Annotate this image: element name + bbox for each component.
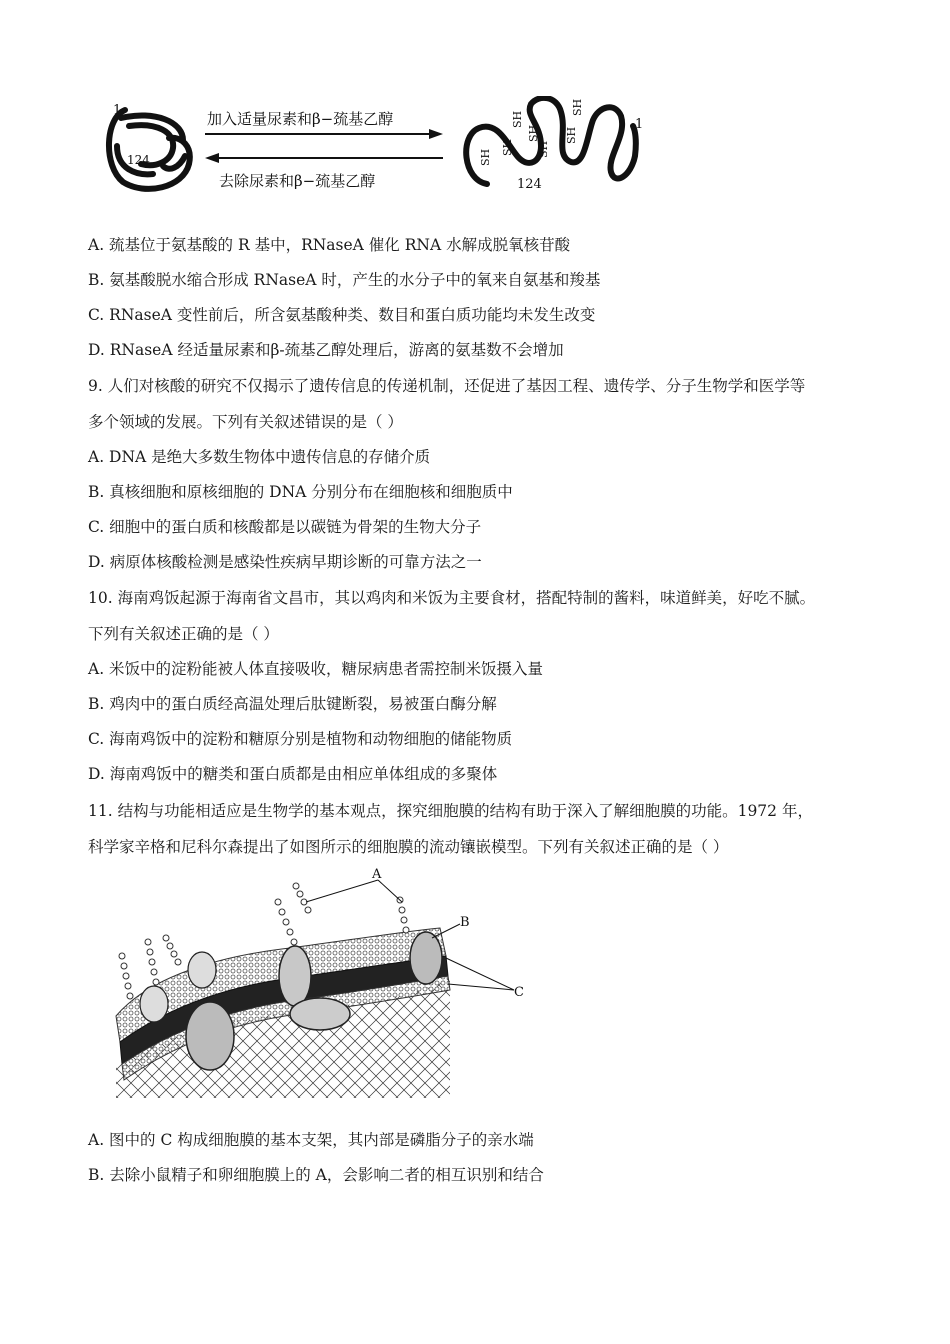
q8-option-a: A. 巯基位于氨基酸的 R 基中，RNaseA 催化 RNA 水解成脱氧核苷酸 xyxy=(88,236,571,254)
q10-stem-line1: 10. 海南鸡饭起源于海南省文昌市，其以鸡肉和米饭为主要食材，搭配特制的酱料，味道鲜美，好吃不腻。 xyxy=(88,589,816,607)
sh-group-label: SH xyxy=(527,124,540,142)
q11-option-a: A. 图中的 C 构成细胞膜的基本支架，其内部是磷脂分子的亲水端 xyxy=(88,1131,534,1149)
sh-group-label: SH xyxy=(565,126,578,144)
q11-stem-line2: 科学家辛格和尼科尔森提出了如图所示的细胞膜的流动镶嵌模型。下列有关叙述正确的是（ ） xyxy=(88,838,729,856)
sh-group-label: SH xyxy=(479,148,492,166)
unfolded-c-terminus-label: 124 xyxy=(517,177,542,192)
q10-option-b: B. 鸡肉中的蛋白质经高温处理后肽键断裂，易被蛋白酶分解 xyxy=(88,695,497,713)
forward-arrow-icon xyxy=(205,129,443,139)
forward-arrow-label: 加入适量尿素和β−巯基乙醇 xyxy=(207,110,394,128)
unfolded-n-terminus-label: 1 xyxy=(635,117,644,132)
label-a: A xyxy=(372,867,382,882)
membrane-protein xyxy=(279,946,311,1006)
membrane-protein xyxy=(410,932,442,984)
q9-option-d: D. 病原体核酸检测是感染性疾病早期诊断的可靠方法之一 xyxy=(88,553,482,571)
folded-n-terminus-label: 1 xyxy=(113,103,122,118)
q9-stem-line1: 9. 人们对核酸的研究不仅揭示了遗传信息的传递机制，还促进了基因工程、遗传学、分子生物学和医学等 xyxy=(88,377,806,395)
label-c: C xyxy=(514,985,524,1000)
folded-c-terminus-label: 124 xyxy=(127,153,150,167)
membrane-protein xyxy=(290,998,350,1030)
label-b: B xyxy=(460,915,470,930)
sh-group-label: SH xyxy=(501,138,514,156)
q8-option-b: B. 氨基酸脱水缩合形成 RNaseA 时，产生的水分子中的氧来自氨基和羧基 xyxy=(88,271,601,289)
q10-option-c: C. 海南鸡饭中的淀粉和糖原分别是植物和动物细胞的储能物质 xyxy=(88,730,513,748)
unfolded-protein-diagram xyxy=(466,98,636,184)
q9-option-b: B. 真核细胞和原核细胞的 DNA 分别分布在细胞核和细胞质中 xyxy=(88,483,513,501)
reverse-arrow-icon xyxy=(205,153,443,163)
q9-stem-line2: 多个领域的发展。下列有关叙述错误的是（ ） xyxy=(88,413,403,431)
q11-stem-line1: 11. 结构与功能相适应是生物学的基本观点，探究细胞膜的结构有助于深入了解细胞膜的功能。1972 年， xyxy=(88,802,813,820)
q8-option-d: D. RNaseA 经适量尿素和β-巯基乙醇处理后，游离的氨基数不会增加 xyxy=(88,341,564,359)
membrane-protein xyxy=(140,986,168,1022)
q11-option-b: B. 去除小鼠精子和卵细胞膜上的 A，会影响二者的相互识别和结合 xyxy=(88,1166,544,1184)
q8-option-c: C. RNaseA 变性前后，所含氨基酸种类、数目和蛋白质功能均未发生改变 xyxy=(88,306,596,324)
q9-option-c: C. 细胞中的蛋白质和核酸都是以碳链为骨架的生物大分子 xyxy=(88,518,482,536)
membrane-protein xyxy=(186,1002,234,1070)
sh-group-label: SH xyxy=(537,140,550,158)
reverse-arrow-label: 去除尿素和β−巯基乙醇 xyxy=(219,172,376,190)
rnase-denaturation-figure xyxy=(95,96,655,206)
q9-option-a: A. DNA 是绝大多数生物体中遗传信息的存储介质 xyxy=(88,448,431,466)
fluid-mosaic-model-figure xyxy=(110,866,540,1106)
sh-group-label: SH xyxy=(571,98,584,116)
sh-group-label: SH xyxy=(511,110,524,128)
folded-protein-diagram xyxy=(109,110,190,189)
q10-option-a: A. 米饭中的淀粉能被人体直接吸收，糖尿病患者需控制米饭摄入量 xyxy=(88,660,544,678)
membrane-protein xyxy=(188,952,216,988)
q10-option-d: D. 海南鸡饭中的糖类和蛋白质都是由相应单体组成的多聚体 xyxy=(88,765,498,783)
q10-stem-line2: 下列有关叙述正确的是（ ） xyxy=(88,625,279,643)
